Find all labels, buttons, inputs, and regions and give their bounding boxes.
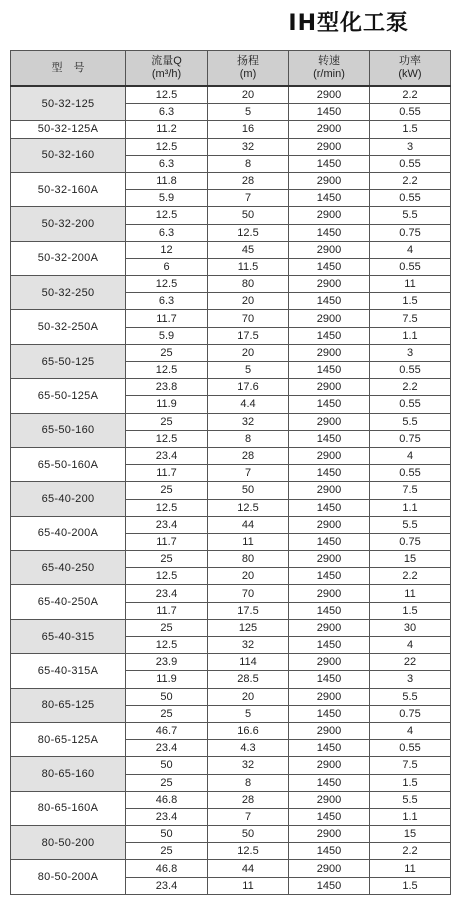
- model-cell: 80-65-160: [11, 757, 126, 791]
- power-cell: 5.5: [370, 791, 451, 808]
- table-row: [11, 172, 451, 189]
- model-cell: 50-32-160: [11, 138, 126, 172]
- head-cell: 20: [208, 86, 289, 104]
- header-power: 功率 (kW): [370, 51, 451, 87]
- model-group: [11, 826, 451, 860]
- speed-cell: 1450: [289, 568, 370, 585]
- model-cell: 50-32-125A: [11, 121, 126, 138]
- speed-cell: 2900: [289, 860, 370, 877]
- head-cell: 32: [208, 757, 289, 774]
- power-cell: 0.75: [370, 430, 451, 447]
- flow-cell: 11.7: [126, 533, 208, 550]
- flow-cell: 12.5: [126, 276, 208, 293]
- power-cell: 30: [370, 619, 451, 636]
- speed-cell: 2900: [289, 86, 370, 104]
- power-cell: 1.5: [370, 602, 451, 619]
- power-cell: 11: [370, 860, 451, 877]
- table-row: [11, 413, 451, 430]
- model-cell: 80-65-160A: [11, 791, 126, 825]
- table-row: [11, 344, 451, 361]
- power-cell: 11: [370, 276, 451, 293]
- speed-cell: 1450: [289, 465, 370, 482]
- model-group: [11, 482, 451, 516]
- speed-cell: 2900: [289, 379, 370, 396]
- model-group: [11, 791, 451, 825]
- flow-cell: 12.5: [126, 499, 208, 516]
- header-model: 型 号: [11, 51, 126, 87]
- speed-cell: 1450: [289, 602, 370, 619]
- flow-cell: 25: [126, 413, 208, 430]
- flow-cell: 12.5: [126, 86, 208, 104]
- flow-cell: 46.7: [126, 722, 208, 739]
- table-row: [11, 86, 451, 104]
- flow-cell: 23.4: [126, 447, 208, 464]
- speed-cell: 2900: [289, 413, 370, 430]
- table-row: [11, 619, 451, 636]
- flow-cell: 23.4: [126, 585, 208, 602]
- model-group: [11, 757, 451, 791]
- speed-cell: 1450: [289, 224, 370, 241]
- flow-cell: 5.9: [126, 327, 208, 344]
- power-cell: 5.5: [370, 516, 451, 533]
- head-cell: 16: [208, 121, 289, 138]
- power-cell: 7.5: [370, 482, 451, 499]
- flow-cell: 11.7: [126, 465, 208, 482]
- power-cell: 5.5: [370, 413, 451, 430]
- speed-cell: 2900: [289, 276, 370, 293]
- power-cell: 7.5: [370, 310, 451, 327]
- head-cell: 12.5: [208, 843, 289, 860]
- head-cell: 8: [208, 430, 289, 447]
- model-cell: 80-50-200: [11, 826, 126, 860]
- head-cell: 20: [208, 293, 289, 310]
- speed-cell: 1450: [289, 740, 370, 757]
- flow-cell: 6: [126, 258, 208, 275]
- flow-cell: 25: [126, 551, 208, 568]
- table-row: [11, 121, 451, 138]
- head-cell: 80: [208, 551, 289, 568]
- head-cell: 28.5: [208, 671, 289, 688]
- flow-cell: 23.8: [126, 379, 208, 396]
- flow-cell: 5.9: [126, 190, 208, 207]
- speed-cell: 2900: [289, 482, 370, 499]
- power-cell: 2.2: [370, 379, 451, 396]
- model-group: [11, 722, 451, 756]
- model-cell: 65-40-315A: [11, 654, 126, 688]
- head-cell: 32: [208, 637, 289, 654]
- head-cell: 20: [208, 344, 289, 361]
- power-cell: 1.5: [370, 877, 451, 894]
- model-cell: 50-32-200: [11, 207, 126, 241]
- head-cell: 70: [208, 310, 289, 327]
- power-cell: 1.1: [370, 808, 451, 825]
- head-cell: 17.5: [208, 327, 289, 344]
- flow-cell: 11.9: [126, 396, 208, 413]
- power-cell: 1.1: [370, 327, 451, 344]
- power-cell: 0.75: [370, 533, 451, 550]
- model-group: [11, 310, 451, 344]
- flow-cell: 11.9: [126, 671, 208, 688]
- model-group: [11, 207, 451, 241]
- model-group: [11, 516, 451, 550]
- flow-cell: 12.5: [126, 637, 208, 654]
- speed-cell: 1450: [289, 808, 370, 825]
- model-group: [11, 654, 451, 688]
- power-cell: 5.5: [370, 688, 451, 705]
- power-cell: 0.55: [370, 258, 451, 275]
- speed-cell: 2900: [289, 654, 370, 671]
- model-cell: 65-50-125A: [11, 379, 126, 413]
- speed-cell: 2900: [289, 172, 370, 189]
- speed-cell: 2900: [289, 619, 370, 636]
- model-cell: 50-32-250A: [11, 310, 126, 344]
- power-cell: 22: [370, 654, 451, 671]
- head-cell: 4.3: [208, 740, 289, 757]
- head-cell: 7: [208, 465, 289, 482]
- speed-cell: 2900: [289, 826, 370, 843]
- power-cell: 2.2: [370, 172, 451, 189]
- model-cell: 50-32-200A: [11, 241, 126, 275]
- model-group: [11, 241, 451, 275]
- table-row: [11, 516, 451, 533]
- table-row: [11, 654, 451, 671]
- flow-cell: 11.2: [126, 121, 208, 138]
- header-flow: 流量Q (m³/h): [126, 51, 208, 87]
- head-cell: 12.5: [208, 499, 289, 516]
- flow-cell: 25: [126, 843, 208, 860]
- table-row: [11, 447, 451, 464]
- power-cell: 15: [370, 826, 451, 843]
- head-cell: 5: [208, 104, 289, 121]
- model-group: [11, 413, 451, 447]
- power-cell: 4: [370, 447, 451, 464]
- speed-cell: 2900: [289, 757, 370, 774]
- power-cell: 0.75: [370, 705, 451, 722]
- flow-cell: 23.4: [126, 808, 208, 825]
- flow-cell: 23.9: [126, 654, 208, 671]
- power-cell: 0.55: [370, 396, 451, 413]
- head-cell: 11.5: [208, 258, 289, 275]
- speed-cell: 1450: [289, 705, 370, 722]
- table-row: [11, 688, 451, 705]
- power-cell: 3: [370, 671, 451, 688]
- head-cell: 44: [208, 860, 289, 877]
- flow-cell: 6.3: [126, 104, 208, 121]
- head-cell: 20: [208, 688, 289, 705]
- speed-cell: 1450: [289, 671, 370, 688]
- head-cell: 50: [208, 482, 289, 499]
- model-cell: 65-40-315: [11, 619, 126, 653]
- head-cell: 8: [208, 155, 289, 172]
- table-row: [11, 207, 451, 224]
- power-cell: 1.5: [370, 293, 451, 310]
- table-row: [11, 860, 451, 877]
- head-cell: 12.5: [208, 224, 289, 241]
- power-cell: 15: [370, 551, 451, 568]
- table-row: [11, 791, 451, 808]
- power-cell: 0.75: [370, 224, 451, 241]
- table-row: [11, 138, 451, 155]
- speed-cell: 2900: [289, 138, 370, 155]
- table-row: [11, 826, 451, 843]
- speed-cell: 1450: [289, 362, 370, 379]
- speed-cell: 1450: [289, 877, 370, 894]
- flow-cell: 50: [126, 757, 208, 774]
- model-group: [11, 276, 451, 310]
- model-cell: 50-32-250: [11, 276, 126, 310]
- model-cell: 65-50-160A: [11, 447, 126, 481]
- power-cell: 1.1: [370, 499, 451, 516]
- flow-cell: 25: [126, 705, 208, 722]
- speed-cell: 2900: [289, 516, 370, 533]
- model-cell: 65-40-200: [11, 482, 126, 516]
- pump-spec-table: [10, 50, 451, 895]
- flow-cell: 6.3: [126, 224, 208, 241]
- speed-cell: 1450: [289, 774, 370, 791]
- table-row: [11, 241, 451, 258]
- flow-cell: 46.8: [126, 791, 208, 808]
- flow-cell: 50: [126, 826, 208, 843]
- head-cell: 11: [208, 533, 289, 550]
- flow-cell: 12: [126, 241, 208, 258]
- flow-cell: 11.8: [126, 172, 208, 189]
- model-group: [11, 379, 451, 413]
- model-cell: 65-40-250A: [11, 585, 126, 619]
- page-title: IH型化工泵: [288, 11, 409, 36]
- head-cell: 125: [208, 619, 289, 636]
- head-cell: 11: [208, 877, 289, 894]
- table-row: [11, 757, 451, 774]
- flow-cell: 25: [126, 482, 208, 499]
- power-cell: 0.55: [370, 104, 451, 121]
- flow-cell: 12.5: [126, 207, 208, 224]
- model-group: [11, 172, 451, 206]
- head-cell: 5: [208, 705, 289, 722]
- power-cell: 5.5: [370, 207, 451, 224]
- flow-cell: 12.5: [126, 568, 208, 585]
- model-cell: 65-40-200A: [11, 516, 126, 550]
- model-cell: 65-50-125: [11, 344, 126, 378]
- speed-cell: 1450: [289, 190, 370, 207]
- speed-cell: 1450: [289, 104, 370, 121]
- flow-cell: 23.4: [126, 877, 208, 894]
- head-cell: 50: [208, 826, 289, 843]
- table-header: [11, 51, 451, 87]
- speed-cell: 2900: [289, 688, 370, 705]
- head-cell: 45: [208, 241, 289, 258]
- power-cell: 0.55: [370, 465, 451, 482]
- speed-cell: 2900: [289, 344, 370, 361]
- head-cell: 32: [208, 138, 289, 155]
- power-cell: 0.55: [370, 190, 451, 207]
- flow-cell: 6.3: [126, 155, 208, 172]
- speed-cell: 1450: [289, 637, 370, 654]
- power-cell: 1.5: [370, 774, 451, 791]
- model-cell: 80-65-125: [11, 688, 126, 722]
- header-speed: 转速 (r/min): [289, 51, 370, 87]
- speed-cell: 2900: [289, 447, 370, 464]
- speed-cell: 1450: [289, 396, 370, 413]
- model-group: [11, 86, 451, 121]
- power-cell: 4: [370, 637, 451, 654]
- flow-cell: 25: [126, 619, 208, 636]
- table-row: [11, 276, 451, 293]
- power-cell: 1.5: [370, 121, 451, 138]
- model-group: [11, 344, 451, 378]
- flow-cell: 11.7: [126, 310, 208, 327]
- flow-cell: 12.5: [126, 430, 208, 447]
- table-row: [11, 310, 451, 327]
- header-head: 扬程 (m): [208, 51, 289, 87]
- model-group: [11, 619, 451, 653]
- head-cell: 20: [208, 568, 289, 585]
- power-cell: 3: [370, 344, 451, 361]
- speed-cell: 2900: [289, 121, 370, 138]
- power-cell: 0.55: [370, 740, 451, 757]
- head-cell: 7: [208, 808, 289, 825]
- speed-cell: 2900: [289, 791, 370, 808]
- table-row: [11, 482, 451, 499]
- head-cell: 80: [208, 276, 289, 293]
- model-group: [11, 447, 451, 481]
- flow-cell: 12.5: [126, 138, 208, 155]
- model-group: [11, 860, 451, 894]
- model-cell: 50-32-125: [11, 86, 126, 121]
- speed-cell: 1450: [289, 533, 370, 550]
- flow-cell: 25: [126, 344, 208, 361]
- head-cell: 44: [208, 516, 289, 533]
- head-cell: 16.6: [208, 722, 289, 739]
- speed-cell: 1450: [289, 258, 370, 275]
- table-row: [11, 722, 451, 739]
- speed-cell: 1450: [289, 327, 370, 344]
- speed-cell: 2900: [289, 207, 370, 224]
- head-cell: 50: [208, 207, 289, 224]
- table-row: [11, 585, 451, 602]
- model-group: [11, 585, 451, 619]
- speed-cell: 2900: [289, 241, 370, 258]
- speed-cell: 1450: [289, 155, 370, 172]
- head-cell: 8: [208, 774, 289, 791]
- model-group: [11, 121, 451, 138]
- speed-cell: 2900: [289, 585, 370, 602]
- flow-cell: 23.4: [126, 740, 208, 757]
- model-cell: 50-32-160A: [11, 172, 126, 206]
- head-cell: 28: [208, 791, 289, 808]
- power-cell: 7.5: [370, 757, 451, 774]
- table-row: [11, 551, 451, 568]
- head-cell: 28: [208, 172, 289, 189]
- head-cell: 17.5: [208, 602, 289, 619]
- head-cell: 114: [208, 654, 289, 671]
- model-cell: 80-65-125A: [11, 722, 126, 756]
- flow-cell: 23.4: [126, 516, 208, 533]
- model-cell: 65-50-160: [11, 413, 126, 447]
- head-cell: 28: [208, 447, 289, 464]
- head-cell: 4.4: [208, 396, 289, 413]
- power-cell: 0.55: [370, 155, 451, 172]
- power-cell: 2.2: [370, 568, 451, 585]
- power-cell: 2.2: [370, 843, 451, 860]
- model-group: [11, 688, 451, 722]
- model-group: [11, 138, 451, 172]
- power-cell: 2.2: [370, 86, 451, 104]
- power-cell: 4: [370, 241, 451, 258]
- flow-cell: 11.7: [126, 602, 208, 619]
- model-group: [11, 551, 451, 585]
- speed-cell: 1450: [289, 293, 370, 310]
- head-cell: 7: [208, 190, 289, 207]
- power-cell: 4: [370, 722, 451, 739]
- flow-cell: 12.5: [126, 362, 208, 379]
- power-cell: 3: [370, 138, 451, 155]
- flow-cell: 6.3: [126, 293, 208, 310]
- power-cell: 11: [370, 585, 451, 602]
- head-cell: 32: [208, 413, 289, 430]
- flow-cell: 50: [126, 688, 208, 705]
- table-row: [11, 379, 451, 396]
- speed-cell: 1450: [289, 499, 370, 516]
- flow-cell: 46.8: [126, 860, 208, 877]
- speed-cell: 2900: [289, 551, 370, 568]
- head-cell: 17.6: [208, 379, 289, 396]
- head-cell: 5: [208, 362, 289, 379]
- model-cell: 65-40-250: [11, 551, 126, 585]
- power-cell: 0.55: [370, 362, 451, 379]
- speed-cell: 1450: [289, 843, 370, 860]
- speed-cell: 1450: [289, 430, 370, 447]
- model-cell: 80-50-200A: [11, 860, 126, 894]
- speed-cell: 2900: [289, 722, 370, 739]
- flow-cell: 25: [126, 774, 208, 791]
- head-cell: 70: [208, 585, 289, 602]
- speed-cell: 2900: [289, 310, 370, 327]
